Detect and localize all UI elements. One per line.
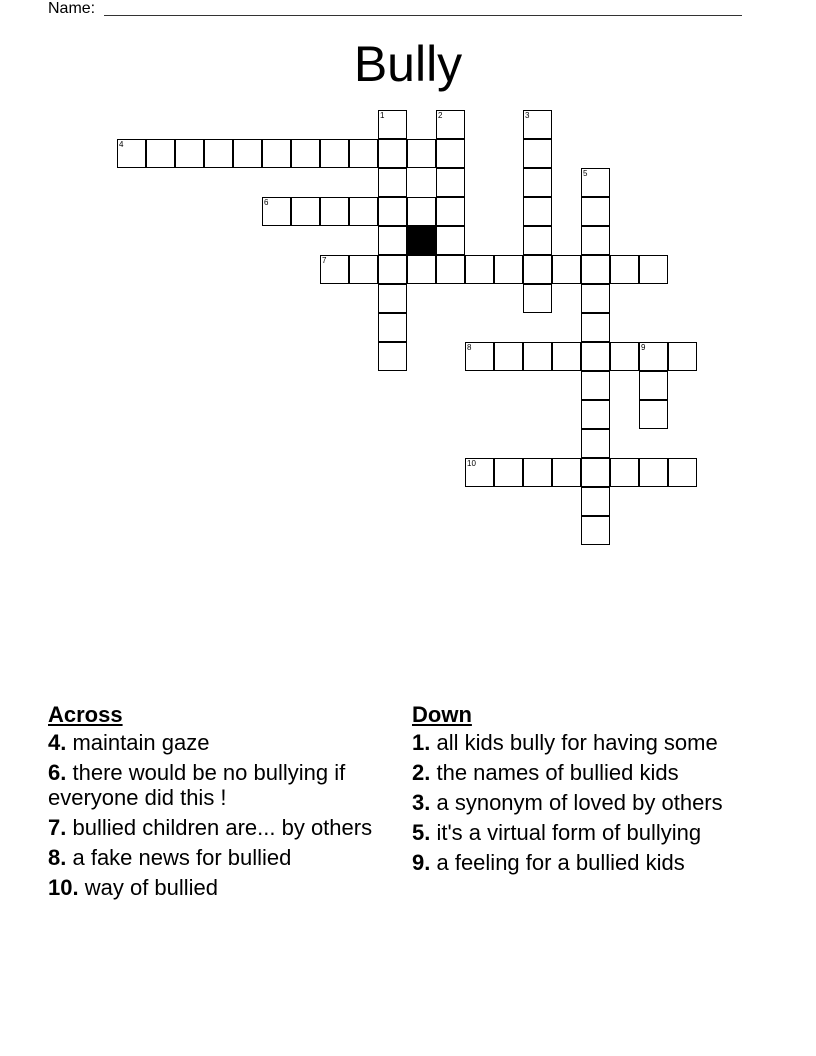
grid-cell[interactable] — [581, 400, 610, 429]
clue-number: 2. — [412, 760, 431, 785]
clue-number: 8. — [48, 845, 67, 870]
clue-number-label: 5 — [583, 169, 588, 178]
grid-cell[interactable] — [552, 458, 581, 487]
down-clues — [412, 700, 752, 880]
grid-cell[interactable] — [494, 342, 523, 371]
black-square — [407, 226, 436, 255]
clue-number: 4. — [48, 730, 67, 755]
grid-cell[interactable] — [436, 110, 465, 139]
grid-cell[interactable] — [378, 255, 407, 284]
grid-cell[interactable] — [378, 139, 407, 168]
grid-cell[interactable] — [465, 255, 494, 284]
down-clue — [412, 820, 752, 845]
clue-text: a fake news for bullied — [72, 845, 292, 870]
grid-cell[interactable] — [436, 226, 465, 255]
clue-number-label: 9 — [641, 343, 646, 352]
clue-text: maintain gaze — [72, 730, 210, 755]
grid-cell[interactable] — [523, 255, 552, 284]
grid-cell[interactable] — [581, 371, 610, 400]
grid-cell[interactable] — [436, 168, 465, 197]
grid-cell[interactable] — [262, 139, 291, 168]
clue-number-label: 1 — [380, 111, 385, 120]
grid-cell[interactable] — [349, 255, 378, 284]
grid-cell[interactable] — [639, 400, 668, 429]
across-heading: Across — [48, 702, 123, 727]
grid-cell[interactable] — [407, 139, 436, 168]
grid-cell[interactable] — [581, 255, 610, 284]
grid-cell[interactable] — [117, 139, 146, 168]
grid-cell[interactable] — [639, 458, 668, 487]
grid-cell[interactable] — [552, 342, 581, 371]
name-label: Name: — [48, 0, 96, 17]
clue-number-label: 10 — [467, 459, 476, 468]
across-clue — [48, 760, 388, 810]
grid-cell[interactable] — [494, 255, 523, 284]
clue-number: 6. — [48, 760, 67, 785]
grid-cell[interactable] — [639, 255, 668, 284]
grid-cell[interactable] — [581, 429, 610, 458]
grid-cell[interactable] — [204, 139, 233, 168]
grid-cell[interactable] — [581, 284, 610, 313]
grid-cell[interactable] — [523, 284, 552, 313]
clue-number: 3. — [412, 790, 431, 815]
clue-number: 7. — [48, 815, 67, 840]
clue-text: the names of bullied kids — [436, 760, 679, 785]
grid-cell[interactable] — [523, 458, 552, 487]
grid-cell[interactable] — [378, 226, 407, 255]
grid-cell[interactable] — [581, 197, 610, 226]
clue-text: bullied children are... by others — [72, 815, 373, 840]
grid-cell[interactable] — [639, 342, 668, 371]
clue-text: there would be no bullying if everyone did this ! — [48, 760, 346, 810]
grid-cell[interactable] — [610, 342, 639, 371]
grid-cell[interactable] — [581, 226, 610, 255]
grid-cell[interactable] — [610, 458, 639, 487]
clue-number: 5. — [412, 820, 431, 845]
grid-cell[interactable] — [378, 284, 407, 313]
clue-number: 9. — [412, 850, 431, 875]
grid-cell[interactable] — [523, 110, 552, 139]
clue-number-label: 2 — [438, 111, 443, 120]
down-clue — [412, 790, 752, 815]
down-clue — [412, 850, 752, 875]
grid-cell[interactable] — [175, 139, 204, 168]
grid-cell[interactable] — [552, 255, 581, 284]
down-clue — [412, 760, 752, 785]
clue-number-label: 3 — [525, 111, 530, 120]
grid-cell[interactable] — [378, 197, 407, 226]
across-clues — [48, 700, 388, 905]
grid-cell[interactable] — [436, 139, 465, 168]
clue-number: 1. — [412, 730, 431, 755]
clue-text: way of bullied — [84, 875, 219, 900]
across-clue — [48, 845, 388, 870]
grid-cell[interactable] — [494, 458, 523, 487]
puzzle-title: Bully — [353, 36, 463, 92]
across-clue — [48, 875, 388, 900]
grid-cell[interactable] — [349, 139, 378, 168]
grid-cell[interactable] — [378, 168, 407, 197]
grid-cell[interactable] — [581, 458, 610, 487]
grid-cell[interactable] — [320, 139, 349, 168]
grid-cell[interactable] — [523, 226, 552, 255]
grid-cell[interactable] — [436, 255, 465, 284]
grid-cell[interactable] — [407, 255, 436, 284]
clue-text: it's a virtual form of bullying — [436, 820, 702, 845]
clue-number-label: 6 — [264, 198, 269, 207]
clue-text: all kids bully for having some — [436, 730, 718, 755]
clue-text: a feeling for a bullied kids — [436, 850, 685, 875]
grid-cell[interactable] — [378, 342, 407, 371]
grid-cell[interactable] — [581, 168, 610, 197]
grid-cell[interactable] — [233, 139, 262, 168]
grid-cell[interactable] — [581, 313, 610, 342]
grid-cell[interactable] — [320, 255, 349, 284]
grid-cell[interactable] — [668, 458, 697, 487]
across-clue — [48, 815, 388, 840]
clue-number-label: 7 — [322, 256, 327, 265]
grid-cell[interactable] — [639, 371, 668, 400]
grid-cell[interactable] — [320, 197, 349, 226]
grid-cell[interactable] — [523, 342, 552, 371]
grid-cell[interactable] — [523, 197, 552, 226]
grid-cell[interactable] — [291, 197, 320, 226]
grid-cell[interactable] — [436, 197, 465, 226]
grid-cell[interactable] — [581, 342, 610, 371]
grid-cell[interactable] — [378, 110, 407, 139]
grid-cell[interactable] — [262, 197, 291, 226]
grid-cell[interactable] — [610, 255, 639, 284]
clue-number-label: 8 — [467, 343, 472, 352]
down-heading: Down — [412, 702, 472, 727]
grid-cell[interactable] — [668, 342, 697, 371]
grid-cell[interactable] — [291, 139, 320, 168]
across-clue — [48, 730, 388, 755]
grid-cell[interactable] — [523, 139, 552, 168]
grid-cell[interactable] — [349, 197, 378, 226]
grid-cell[interactable] — [465, 342, 494, 371]
grid-cell[interactable] — [581, 487, 610, 516]
clue-number-label: 4 — [119, 140, 124, 149]
grid-cell[interactable] — [465, 458, 494, 487]
grid-cell[interactable] — [378, 313, 407, 342]
grid-cell[interactable] — [523, 168, 552, 197]
grid-cell[interactable] — [407, 197, 436, 226]
grid-cell[interactable] — [146, 139, 175, 168]
clue-text: a synonym of loved by others — [436, 790, 723, 815]
clue-number: 10. — [48, 875, 79, 900]
grid-cell[interactable] — [581, 516, 610, 545]
down-clue — [412, 730, 752, 755]
